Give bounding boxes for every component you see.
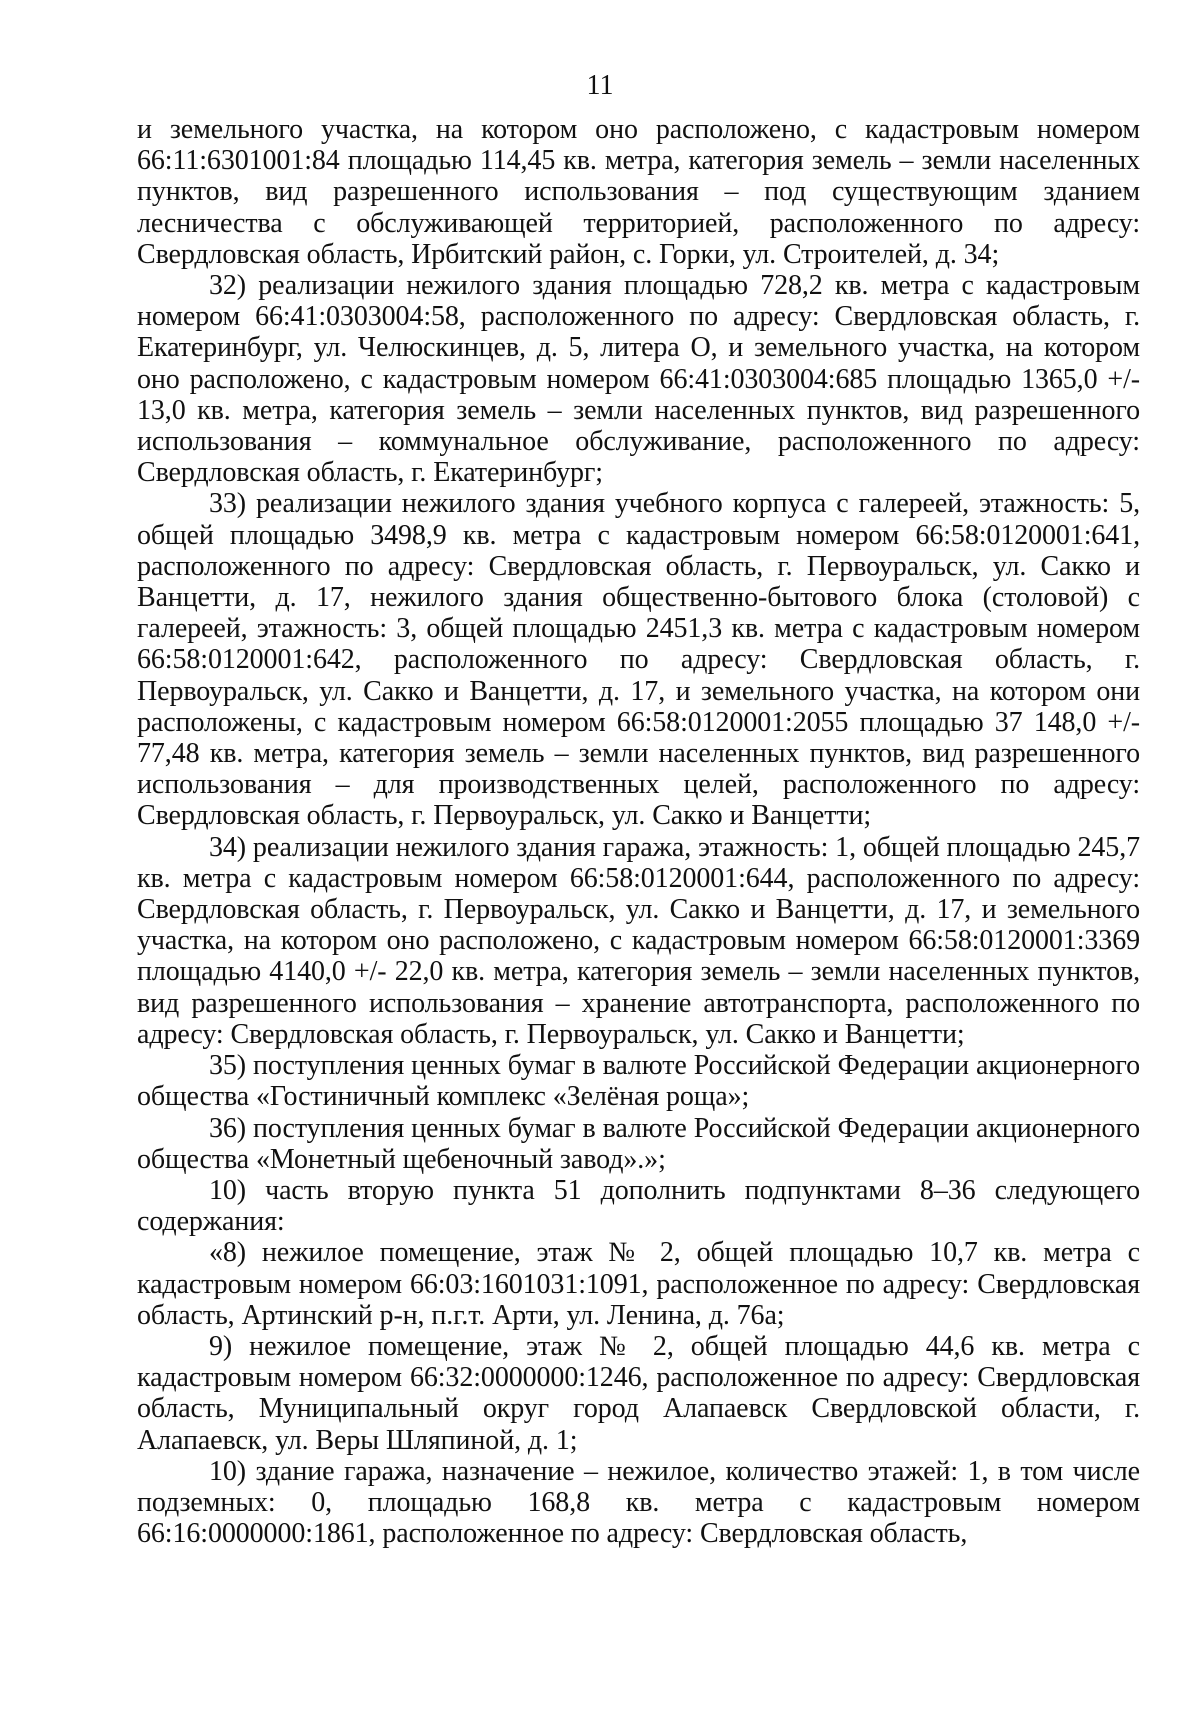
paragraph-item-35: 35) поступления ценных бумаг в валюте Российской Федерации акционерного общества «Гостиничный комплекс «Зелёная роща»; xyxy=(137,1050,1140,1113)
paragraph-item-36: 36) поступления ценных бумаг в валюте Российской Федерации акционерного общества «Монетный щебеночный завод».»; xyxy=(137,1112,1140,1175)
paragraph-item-33: 33) реализации нежилого здания учебного корпуса с галереей, этажность: 5, общей площадью 3498,9 кв. метра с кадастровым номером 66:58:0120001:641, расположенного по адресу: Свердловская область, г. Первоуральск, ул. Сакко и Ванцетти, д. 17, нежилого здания общественно-бытового блока (столовой) с галереей, этажность: 3, общей площадью 2451,3 кв. метра с кадастровым номером 66:58:0120001:642, расположенного по адресу: Свердловская область, г. Первоуральск, ул. Сакко и Ванцетти, д. 17, и земельного участка, на котором они расположены, с кадастровым номером 66:58:0120001:2055 площадью 37 148,0 +/- 77,48 кв. метра, категория земель – земли населенных пунктов, вид разрешенного использования – для производственных целей, расположенного по адресу: Свердловская область, г. Первоуральск, ул. Сакко и Ванцетти; xyxy=(137,488,1140,832)
paragraph-subitem-9: 9) нежилое помещение, этаж № 2, общей площадью 44,6 кв. метра с кадастровым номером 66:32:0000000:1246, расположенное по адресу: Свердловская область, Муниципальный округ город Алапаевск Свердловской области, г. Алапаевск, ул. Веры Шляпиной, д. 1; xyxy=(137,1330,1140,1456)
paragraph-continuation: и земельного участка, на котором оно расположено, с кадастровым номером 66:11:6301001:84 площадью 114,45 кв. метра, категория земель – земли населенных пунктов, вид разрешенного использования – под существующим зданием лесничества с обслуживающей территорией, расположенного по адресу: Свердловская область, Ирбитский район, с. Горки, ул. Строителей, д. 34; xyxy=(137,114,1140,270)
paragraph-amendment-10: 10) часть вторую пункта 51 дополнить подпунктами 8–36 следующего содержания: xyxy=(137,1174,1140,1238)
page-number: 11 xyxy=(586,70,614,101)
paragraph-item-34: 34) реализации нежилого здания гаража, этажность: 1, общей площадью 245,7 кв. метра с кадастровым номером 66:58:0120001:644, расположенного по адресу: Свердловская область, г. Первоуральск, ул. Сакко и Ванцетти, д. 17, и земельного участка, на котором оно расположено, с кадастровым номером 66:58:0120001:3369 площадью 4140,0 +/- 22,0 кв. метра, категория земель – земли населенных пунктов, вид разрешенного использования – хранение автотранспорта, расположенного по адресу: Свердловская область, г. Первоуральск, ул. Сакко и Ванцетти; xyxy=(137,831,1140,1050)
paragraph-subitem-8: «8) нежилое помещение, этаж № 2, общей площадью 10,7 кв. метра с кадастровым номером 66:03:1601031:1091, расположенное по адресу: Свердловская область, Артинский р-н, п.г.т. Арти, ул. Ленина, д. 76а; xyxy=(137,1237,1140,1331)
document-body xyxy=(137,114,1140,1549)
paragraph-item-32: 32) реализации нежилого здания площадью 728,2 кв. метра с кадастровым номером 66:41:0303004:58, расположенного по адресу: Свердловская область, г. Екатеринбург, ул. Челюскинцев, д. 5, литера О, и земельного участка, на котором оно расположено, с кадастровым номером 66:41:0303004:685 площадью 1365,0 +/- 13,0 кв. метра, категория земель – земли населенных пунктов, вид разрешенного использования – коммунальное обслуживание, расположенного по адресу: Свердловская область, г. Екатеринбург; xyxy=(137,270,1140,489)
paragraph-subitem-10: 10) здание гаража, назначение – нежилое, количество этажей: 1, в том числе подземных: 0, площадью 168,8 кв. метра с кадастровым номером 66:16:0000000:1861, расположенное по адресу: Свердловская область, xyxy=(137,1455,1140,1550)
